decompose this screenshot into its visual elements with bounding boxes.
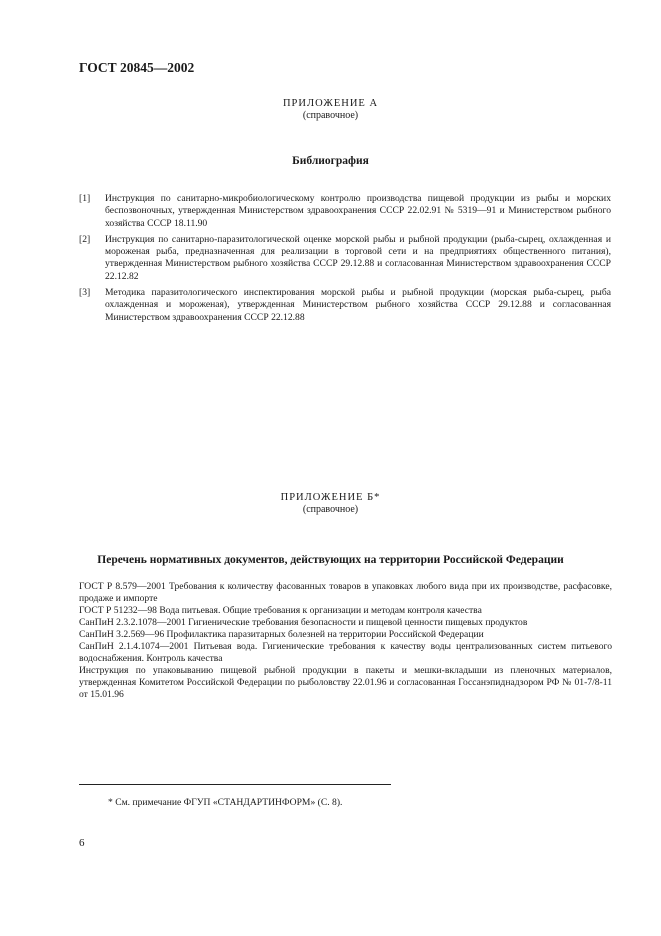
list-item: СанПиН 2.1.4.1074—2001 Питьевая вода. Гигиенические требования к качеству воды централизованных систем питьевого водоснабжения. Контроль качества [79, 641, 612, 664]
normative-documents-list [79, 581, 612, 701]
bibliography-item-number: [3] [79, 287, 91, 299]
page-number: 6 [79, 837, 85, 849]
bibliography-item [79, 287, 611, 324]
annex-b-subtitle: (справочное) [302, 504, 359, 515]
normative-documents-heading: Перечень нормативных документов, действующих на территории Российской Федерации [97, 554, 564, 566]
bibliography-heading: Библиография [292, 155, 369, 167]
annex-a-title: ПРИЛОЖЕНИЕ А [282, 98, 379, 109]
list-item: Инструкция по упаковыванию пищевой рыбной продукции в пакеты и мешки-вкладыши из пленочных материалов, утвержденная Комитетом Российской Федерации по рыболовству 22.01.96 и согласованная Госсанэпиднадзором РФ № 01-7/8-11 от 15.01.96 [79, 665, 612, 700]
list-item: ГОСТ Р 51232—98 Вода питьевая. Общие требования к организации и методам контроля качества [79, 605, 482, 616]
list-item: ГОСТ Р 8.579—2001 Требования к количеству фасованных товаров в упаковках любого вида при их производстве, расфасовке, продаже и импорте [79, 581, 612, 604]
bibliography-list [79, 193, 611, 328]
list-item: СанПиН 3.2.569—96 Профилактика паразитарных болезней на территории Российской Федерации [79, 629, 484, 640]
bibliography-item-number: [2] [79, 233, 91, 245]
bibliography-item-text: Инструкция по санитарно-микробиологическому контролю производства пищевой продукции из рыбы и морских беспозвоночных, утвержденная Министерством здравоохранения СССР 22.02.91 № 5319—91 и Министерством рыбного хозяйства СССР 18.11.90 [105, 193, 611, 229]
bibliography-item-text: Методика паразитологического инспектирования морской рыбы и рыбной продукции (морская рыба-сырец, рыба охлажденная и мороженая), утвержденная Министерством рыбного хозяйства СССР 29.12.88 и согласованная Министерством здравоохранения СССР 22.12.88 [105, 287, 611, 323]
annex-a-subtitle: (справочное) [302, 110, 359, 121]
bibliography-item [79, 234, 611, 283]
footnote-divider [79, 784, 391, 785]
document-header: ГОСТ 20845—2002 [79, 60, 195, 75]
footnote: * См. примечание ФГУП «СТАНДАРТИНФОРМ» (С. 8). [108, 797, 343, 808]
bibliography-item-text: Инструкция по санитарно-паразитологической оценке морской рыбы и рыбной продукции (рыба-сырец, охлажденная и мороженая рыба, предназначенная для реализации в торговой сети и на предприятиях общественного питания), утвержденная Министерством рыбного хозяйства СССР 29.12.88 и согласованная Министерством здравоохранения СССР 22.12.82 [105, 233, 611, 282]
list-item: СанПиН 2.3.2.1078—2001 Гигиенические требования безопасности и пищевой ценности пищевых продуктов [79, 617, 528, 628]
bibliography-item-number: [1] [79, 193, 91, 204]
bibliography-item [79, 193, 611, 230]
annex-b-title: ПРИЛОЖЕНИЕ Б* [280, 492, 381, 503]
